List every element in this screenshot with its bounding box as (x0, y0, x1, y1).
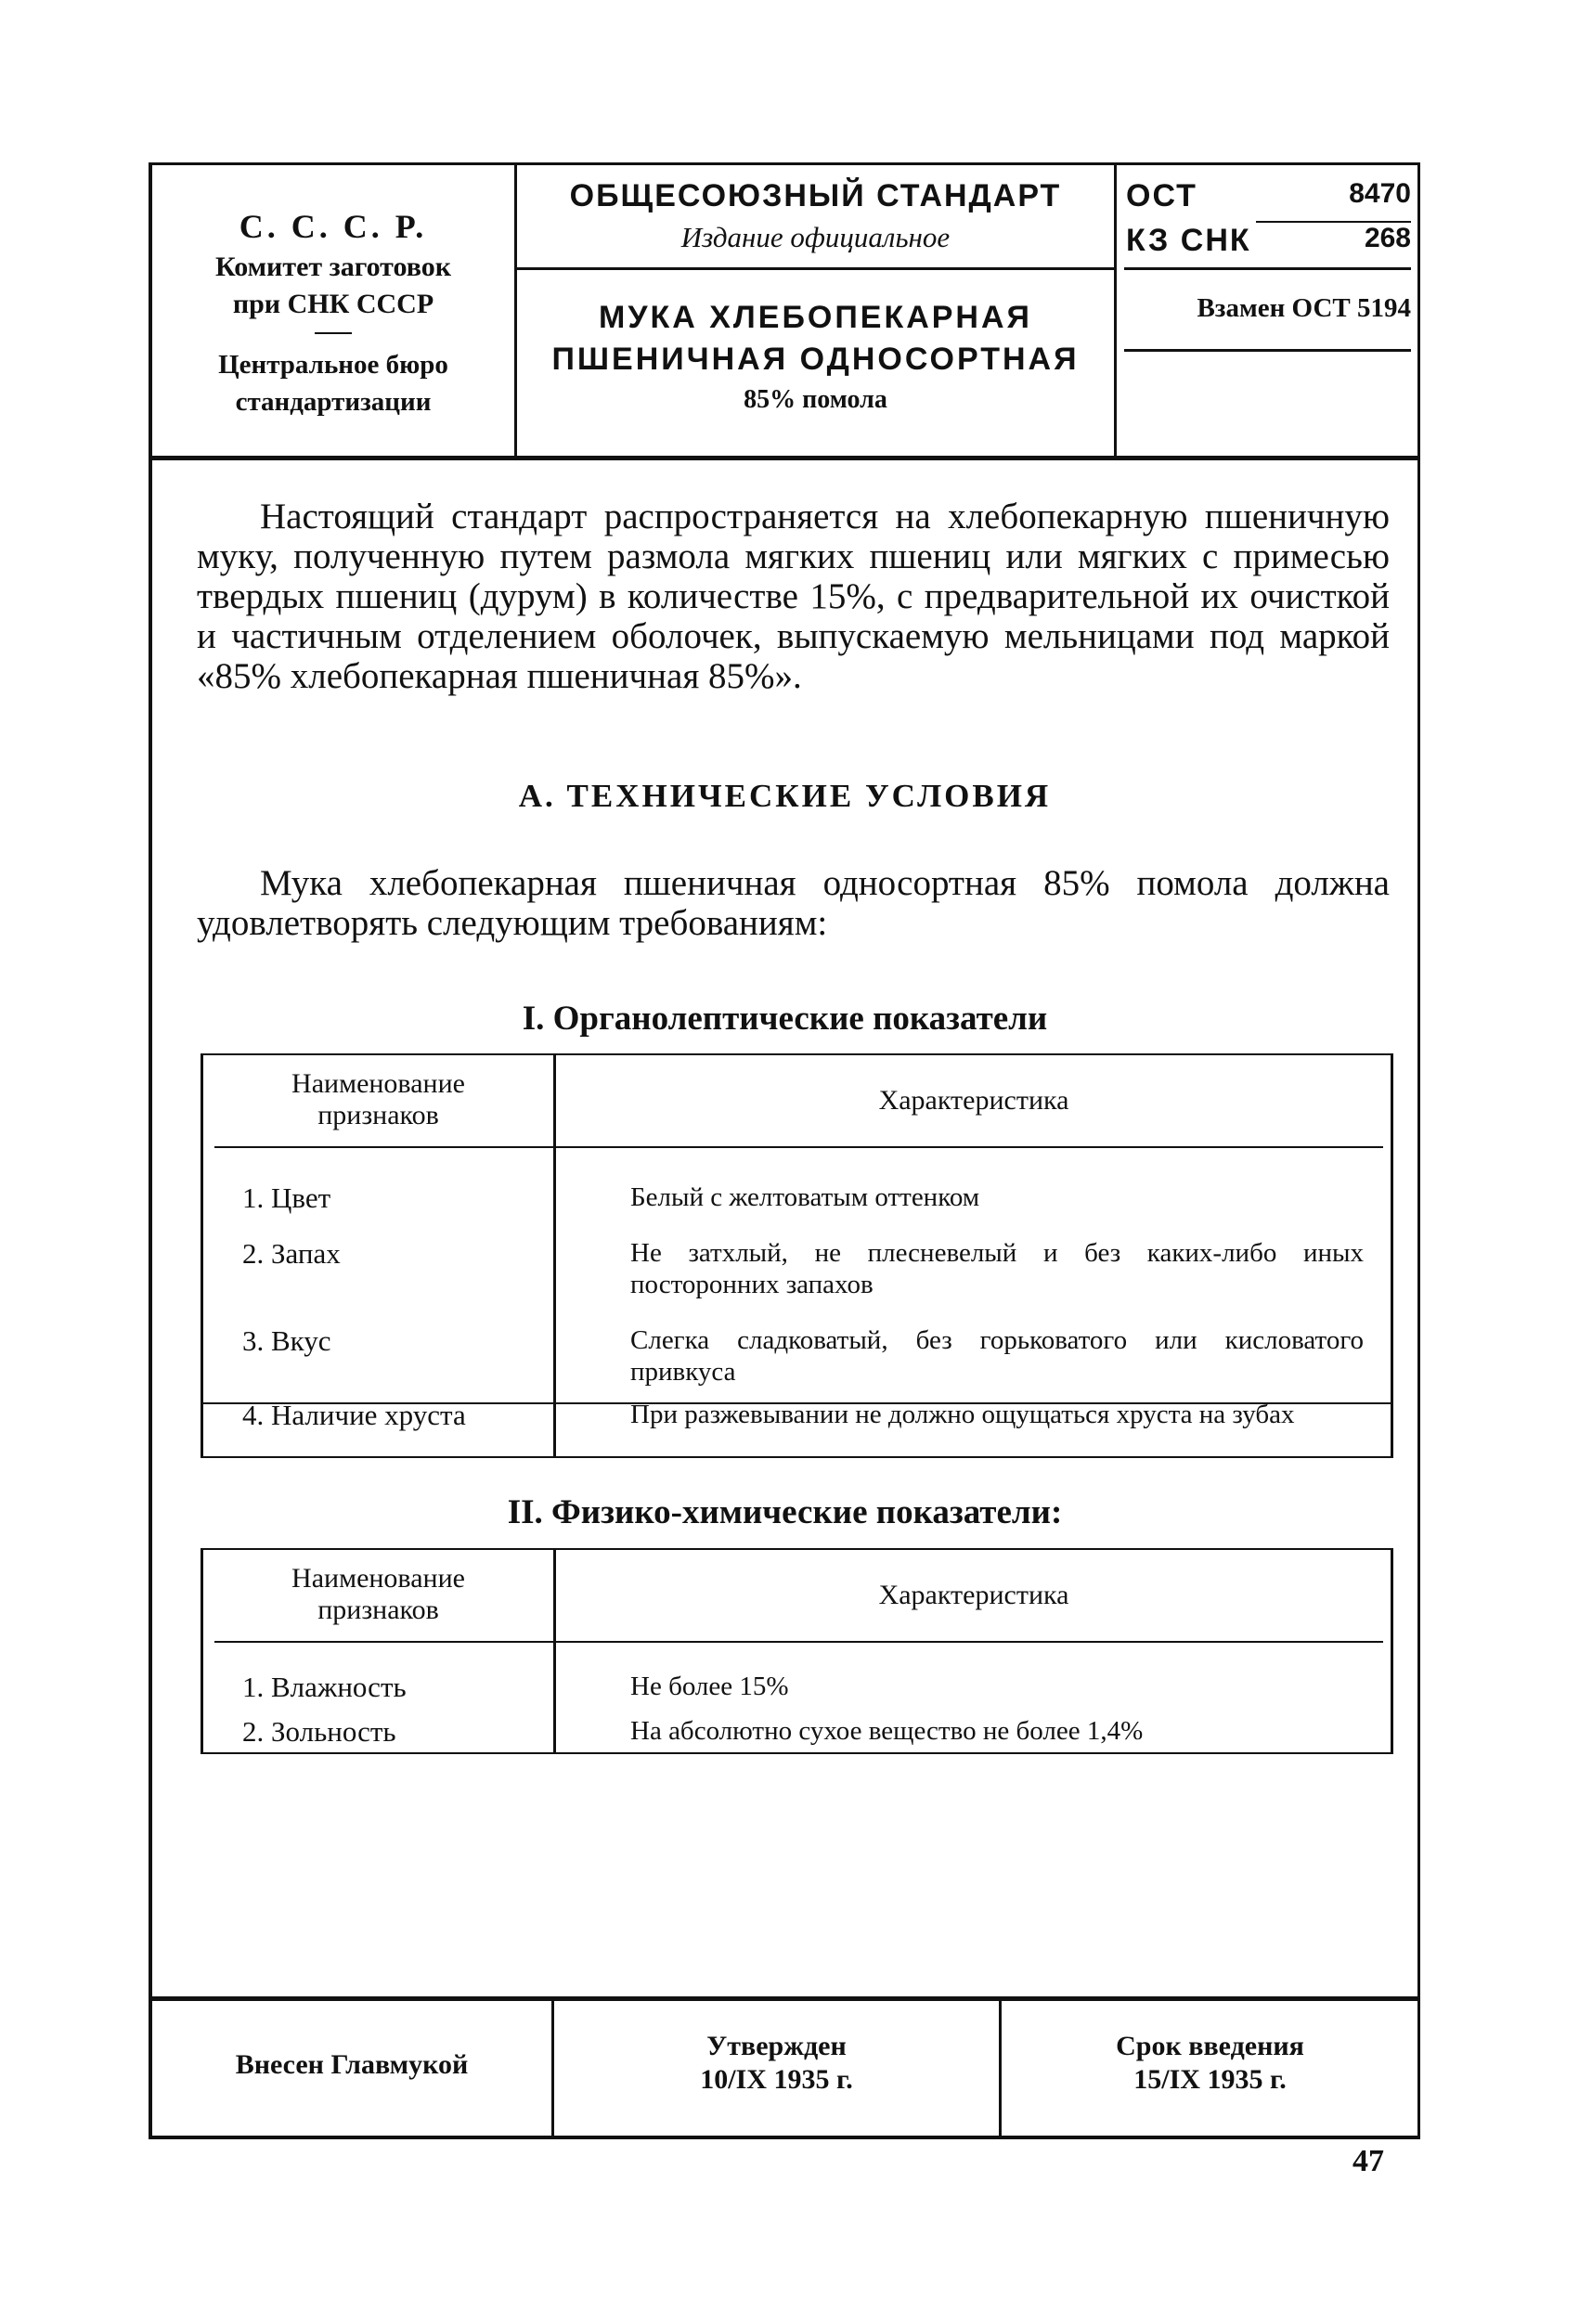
table1-row4-name: 4. Наличие хруста (242, 1399, 466, 1431)
table1-header-col1-line1: Наименование (291, 1068, 465, 1099)
section-a-title: А. ТЕХНИЧЕСКИЕ УСЛОВИЯ (518, 778, 1052, 814)
table2-row2-value: На абсолютно сухое вещество не более 1,4% (630, 1716, 1144, 1746)
standard-number-block (1117, 165, 1418, 456)
org-bureau-line2: стандартизации (235, 387, 432, 417)
table1-row1-name: 1. Цвет (242, 1181, 331, 1214)
number-divider-2 (1124, 349, 1411, 352)
table1-header-col1 (203, 1068, 553, 1131)
product-name-line3: 85% помола (744, 385, 887, 414)
standard-title-block (517, 165, 1117, 456)
approval-block (554, 2001, 1002, 2136)
table2-header-col1 (203, 1563, 553, 1626)
table1-row3-name: 3. Вкус (242, 1324, 331, 1357)
submitted-by-text: Внесен Главмукой (235, 2049, 469, 2080)
table2-header-col2: Характеристика (878, 1580, 1069, 1610)
table1-row4-value: При разжевывании не должно ощущаться хруста на зубах (630, 1400, 1295, 1429)
org-committee (152, 249, 514, 323)
replaces-standard: Взамен ОСТ 5194 (1197, 293, 1411, 323)
ost-number: 8470 (1349, 178, 1411, 209)
organoleptic-table (201, 1053, 1393, 1404)
table1-row2-name: 2. Запах (242, 1237, 341, 1270)
org-country: С. С. С. Р. (239, 208, 428, 245)
standard-header (152, 165, 1417, 460)
organoleptic-table-continued (201, 1399, 1393, 1458)
table1-row1-value: Белый с желтоватым оттенком (630, 1182, 980, 1212)
effective-label: Срок введения (1116, 2031, 1304, 2061)
ost-label: ОСТ (1126, 178, 1197, 213)
product-name-line1: МУКА ХЛЕБОПЕКАРНАЯ (599, 300, 1032, 335)
page-number: 47 (1353, 2144, 1384, 2178)
org-committee-line1: Комитет заготовок (214, 252, 452, 282)
edition-label: Издание официальное (680, 221, 951, 253)
effective-date-block (1002, 2001, 1418, 2136)
intro-paragraph: Настоящий стандарт распространяется на хлебопекарную пшеничную муку, полученную путем размола мягких пшениц или мягких с примесью твердых пшениц (дурум) в количестве 15%, с предварительной их очисткой и частичным отделением оболочек, выпускаемую мельницами под маркой «85% хлебопекарная пшеничная 85%». (197, 497, 1390, 696)
table1-row2-value: Не затхлый, не плесневелый и без каких-либо иных посторонних запахов (630, 1238, 1364, 1299)
table1-header-col2: Характеристика (878, 1085, 1069, 1116)
table2-header-rule (214, 1641, 1383, 1643)
table2-header-col1-line2: признаков (317, 1595, 439, 1625)
table1-header-rule (214, 1146, 1383, 1148)
physicochemical-table (201, 1548, 1393, 1754)
approved-label: Утвержден (706, 2031, 847, 2061)
document-frame (149, 162, 1420, 2139)
table2-header-col1-line1: Наименование (291, 1563, 465, 1594)
product-name-line2: ПШЕНИЧНАЯ ОДНОСОРТНАЯ (551, 342, 1080, 377)
table2-title: II. Физико-химические показатели: (507, 1493, 1063, 1531)
issuing-organization (152, 165, 517, 456)
table1-title: I. Органолептические показатели (522, 1000, 1048, 1038)
number-divider (1124, 267, 1411, 270)
table2-row1-name: 1. Влажность (242, 1671, 407, 1703)
effective-date: 15/IX 1935 г. (1133, 2064, 1287, 2095)
org-bureau-line1: Центральное бюро (218, 350, 448, 380)
kz-label: КЗ СНК (1126, 223, 1251, 258)
standard-footer (152, 1996, 1417, 2136)
table2-row1-value: Не более 15% (630, 1672, 789, 1701)
org-bureau (152, 346, 514, 420)
standard-type: ОБЩЕСОЮЗНЫЙ СТАНДАРТ (569, 178, 1062, 213)
table1-column-divider-cont (553, 1402, 556, 1456)
approved-date: 10/IX 1935 г. (700, 2064, 853, 2095)
table1-row3-value: Слегка сладковатый, без горьковатого или кисловатого привкуса (630, 1325, 1364, 1387)
table2-row2-name: 2. Зольность (242, 1715, 396, 1748)
table1-header-col1-line2: признаков (317, 1100, 439, 1130)
requirements-paragraph: Мука хлебопекарная пшеничная односортная 85% помола должна удовлетворять следующим требованиям: (197, 863, 1390, 943)
title-divider (517, 267, 1114, 270)
org-committee-line2: при СНК СССР (232, 289, 434, 319)
divider-dash (315, 332, 352, 334)
kz-number: 268 (1364, 223, 1411, 253)
submitted-by (152, 2001, 554, 2136)
